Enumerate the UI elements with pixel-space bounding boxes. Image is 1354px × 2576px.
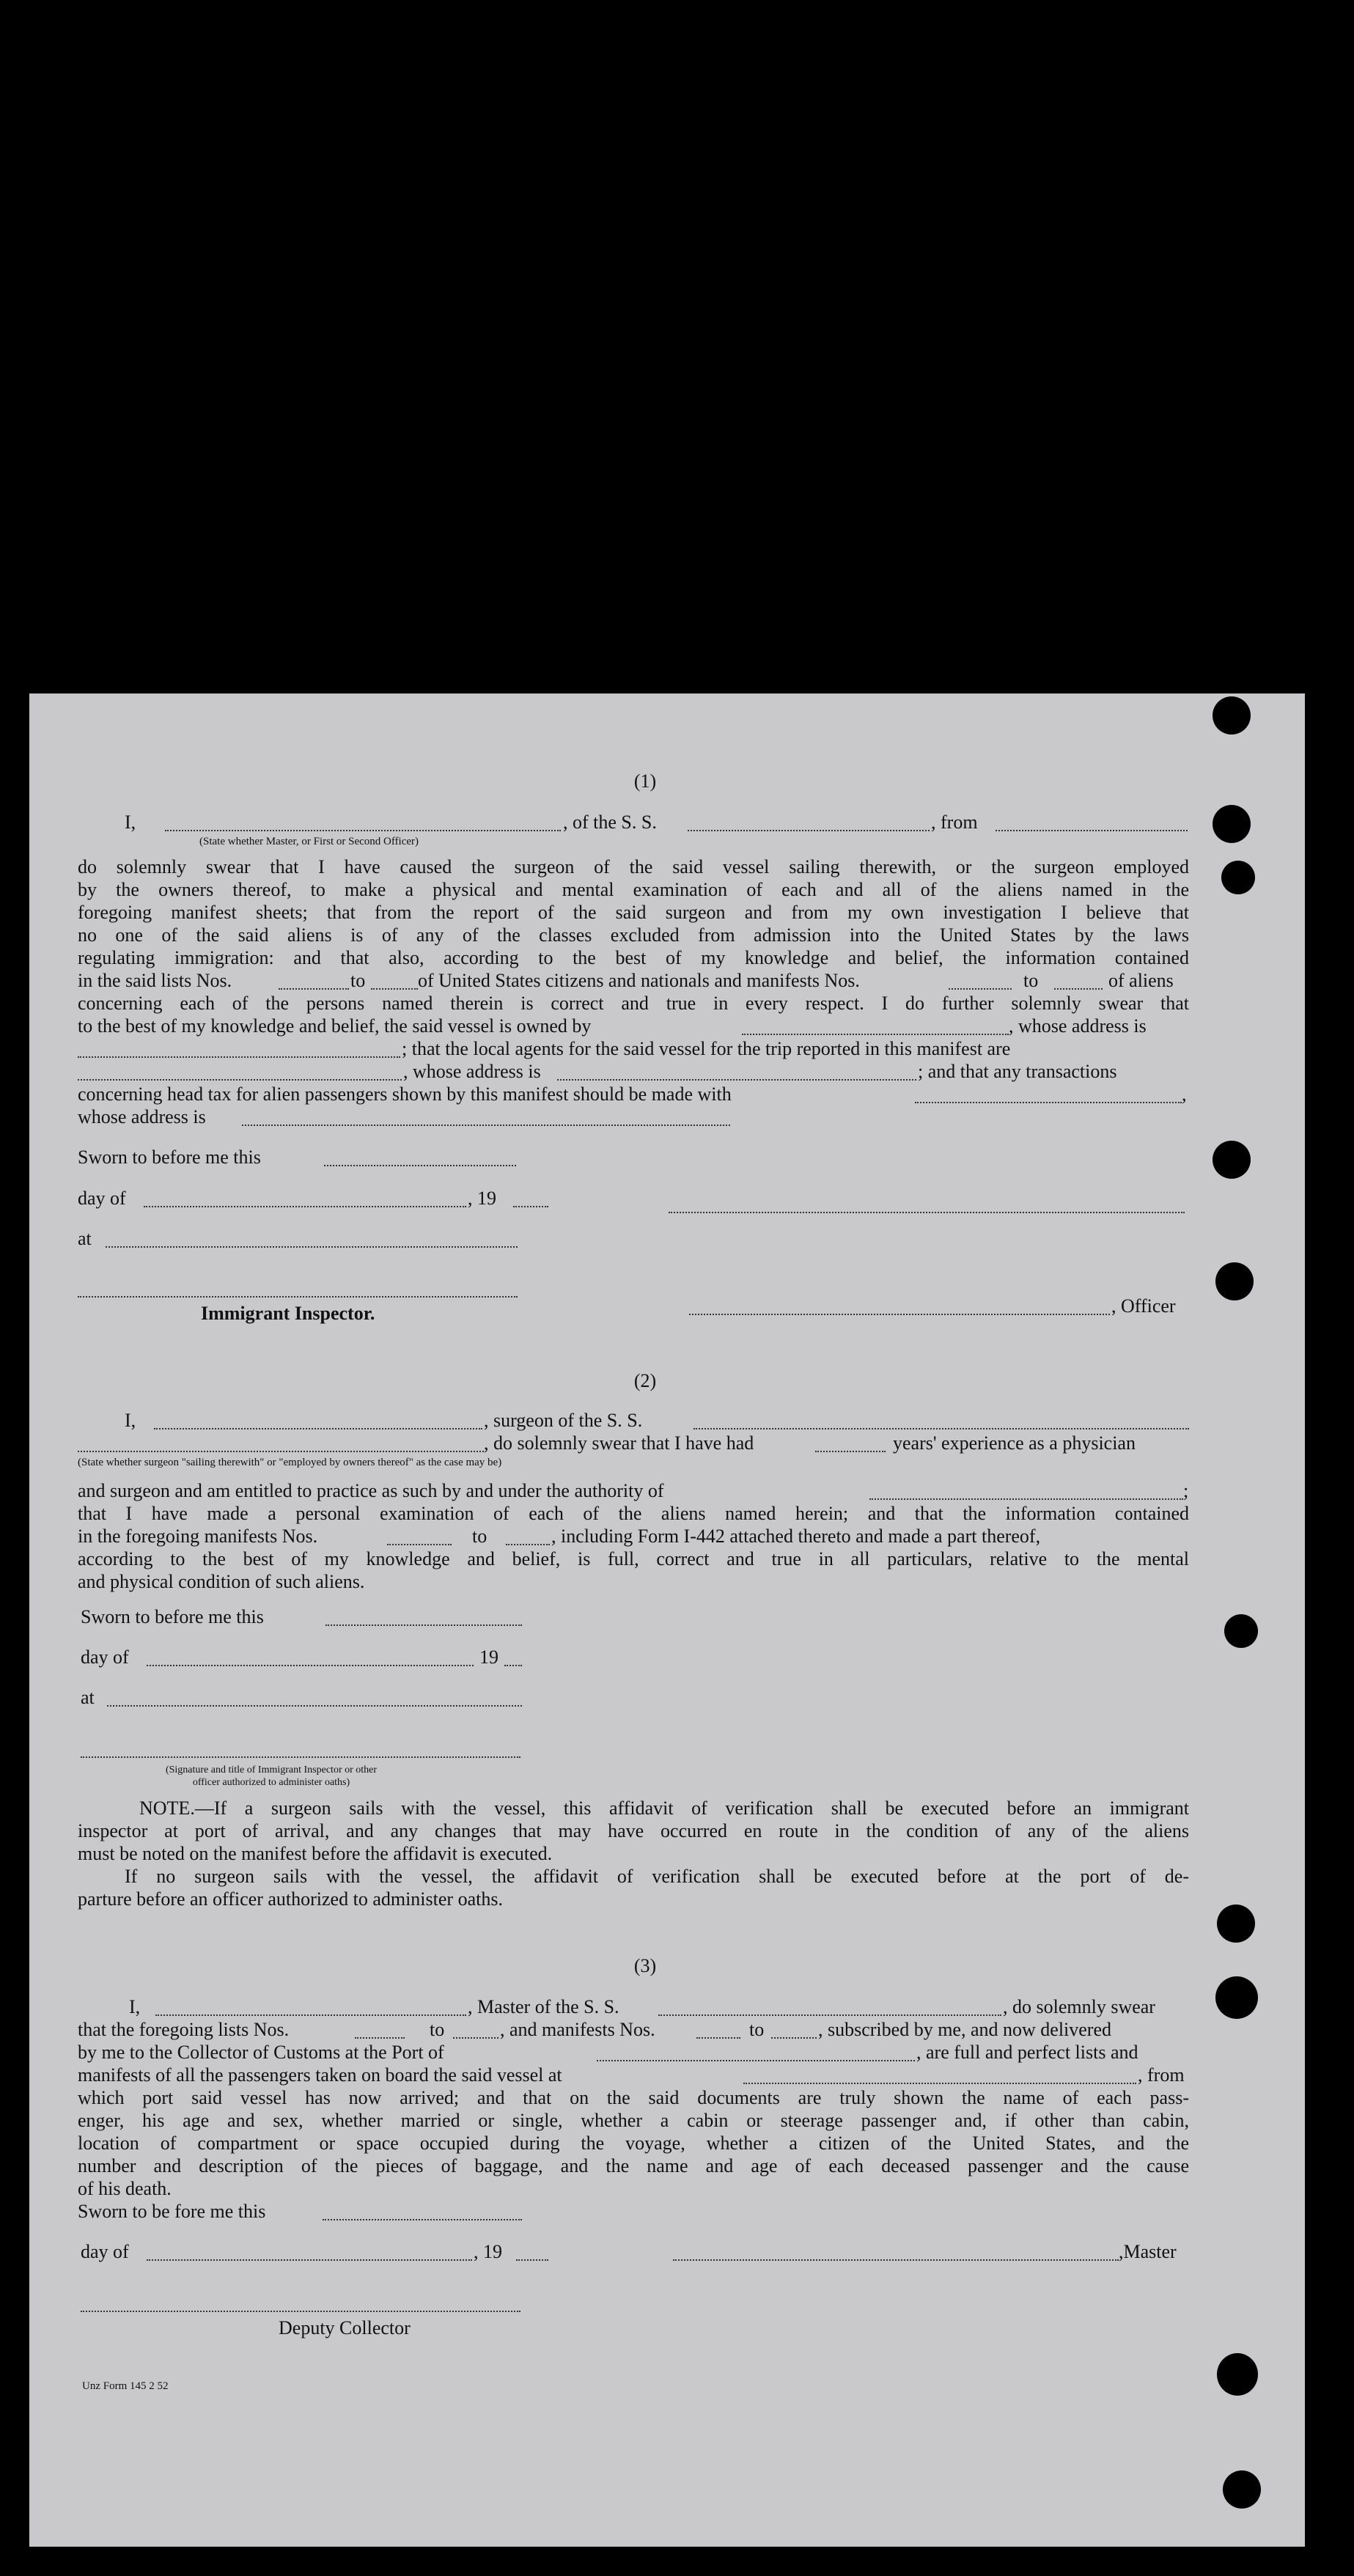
punch-hole	[1213, 805, 1251, 843]
s1-sworn: Sworn to before me this	[78, 1147, 261, 1168]
s1-whose-b: ; and that any transactions	[918, 1061, 1117, 1082]
s1-from-port-field[interactable]	[996, 830, 1188, 831]
s3-year: , 19	[474, 2241, 502, 2262]
s3-line3-a: by me to the Collector of Customs at the Port of	[78, 2042, 444, 2063]
s1-agents: ; that the local agents for the said vessel for the trip reported in this manifest are	[402, 1038, 1011, 1059]
punch-hole	[1223, 2470, 1261, 2509]
s1-lists-c: of United States citizens and nationals and manifests Nos.	[418, 970, 860, 991]
s2-surgeon: , surgeon of the S. S.	[484, 1410, 643, 1431]
s3-sworn-date-field[interactable]	[323, 2219, 522, 2220]
s3-manifests-from-field[interactable]	[696, 2037, 740, 2039]
s2-authority-a: and surgeon and am entitled to practice as such by and under the authority of	[78, 1480, 664, 1501]
s1-at-field[interactable]	[106, 1246, 518, 1248]
s1-officer-field[interactable]	[689, 1314, 1110, 1315]
s1-manifests-to-field[interactable]	[1054, 988, 1103, 990]
s1-i: I,	[125, 812, 136, 833]
s2-sig-hint-2: officer authorized to administer oaths)	[192, 1777, 350, 1788]
s2-authority-b: ;	[1183, 1480, 1189, 1501]
s1-owner-field[interactable]	[742, 1034, 1009, 1035]
s1-lists-from-field[interactable]	[279, 988, 349, 990]
s2-manifests-a: in the foregoing manifests Nos.	[78, 1526, 318, 1547]
s1-sworn-date-field[interactable]	[324, 1165, 516, 1166]
s1-owner-address-field[interactable]	[78, 1056, 400, 1058]
s3-line4-a: manifests of all the passengers taken on board the said vessel at	[78, 2064, 562, 2086]
s3-master: , Master of the S. S.	[468, 1996, 619, 2017]
s1-manifests-from-field[interactable]	[949, 988, 1012, 990]
s1-head-tax-comma: ,	[1182, 1083, 1187, 1105]
s1-lists-a: in the said lists Nos.	[78, 970, 232, 991]
s1-whose-address: whose address is	[78, 1106, 206, 1127]
section-1-number: (1)	[633, 770, 657, 792]
s2-line2-a: , do solemnly swear that I have had	[484, 1432, 754, 1454]
s3-master-name-field[interactable]	[155, 2014, 466, 2016]
s2-surgeon-type-field[interactable]	[78, 1451, 484, 1452]
s1-owned-b: , whose address is	[1009, 1015, 1147, 1037]
s2-day-of: day of	[81, 1646, 129, 1668]
s1-agents-address-field[interactable]	[557, 1079, 916, 1081]
s1-head-tax-field[interactable]	[915, 1102, 1182, 1103]
s3-line3-b: , are full and perfect lists and	[916, 2042, 1138, 2063]
s1-state-hint: (State whether Master, or First or Second Officer)	[199, 836, 419, 847]
s3-boarding-port-field[interactable]	[743, 2083, 1136, 2084]
punch-hole	[1215, 1262, 1254, 1300]
s2-authority-field[interactable]	[869, 1498, 1183, 1500]
s3-paragraph: which port said vessel has now arrived; and that on the said documents are truly shown the name of each pass- enger, his age and sex, whether married or single, whether a cabin or steerage passenger and, if other than cabin, location of compartment or space occupied during the voyage, whether a citizen of the United States, and the number and description of the pieces of baggage, and the name and age of each deceased passenger and the cause of his death.	[78, 2087, 1189, 2199]
s1-lists-to-field[interactable]	[371, 988, 418, 990]
s2-year-field[interactable]	[504, 1665, 522, 1666]
s1-lists-e: of aliens	[1108, 970, 1174, 991]
s1-officer: , Officer	[1111, 1295, 1176, 1317]
s1-at: at	[78, 1228, 92, 1249]
s3-lists-to-field[interactable]	[453, 2037, 498, 2039]
s2-sworn: Sworn to before me this	[81, 1606, 264, 1627]
s1-owned-a: to the best of my knowledge and belief, the said vessel is owned by	[78, 1015, 592, 1037]
s2-sig-hint-1: (Signature and title of Immigrant Inspector or other	[165, 1764, 378, 1775]
s2-sworn-date-field[interactable]	[325, 1624, 522, 1626]
s2-line2-b: years' experience as a physician	[893, 1432, 1136, 1454]
s3-line2-d: to	[749, 2019, 765, 2040]
s3-line2-a: that the foregoing lists Nos.	[78, 2019, 290, 2040]
s3-deputy-signature-field[interactable]	[81, 2311, 520, 2312]
s2-years-field[interactable]	[815, 1451, 886, 1452]
form-number: Unz Form 145 2 52	[82, 2380, 169, 2392]
s1-month-field[interactable]	[144, 1206, 466, 1207]
s1-year-field[interactable]	[513, 1206, 548, 1207]
s1-inspector-signature-field[interactable]	[78, 1296, 518, 1298]
s1-day-of: day of	[78, 1188, 126, 1209]
s3-vessel-name-field[interactable]	[658, 2014, 1001, 2016]
punch-hole	[1217, 2353, 1258, 2396]
s1-head-tax: concerning head tax for alien passengers shown by this manifest should be made with	[78, 1083, 732, 1105]
s1-signature-field[interactable]	[669, 1212, 1185, 1213]
manifest-affidavit-page	[29, 693, 1305, 2547]
s2-year: 19	[479, 1646, 498, 1668]
s3-deputy: Deputy Collector	[279, 2317, 411, 2338]
punch-hole	[1217, 1905, 1255, 1943]
s1-head-tax-address-field[interactable]	[242, 1125, 730, 1126]
s3-master-label: ,Master	[1119, 2241, 1177, 2262]
s3-lists-from-field[interactable]	[355, 2037, 405, 2039]
punch-hole	[1221, 861, 1255, 894]
note-paragraph-1: NOTE.—If a surgeon sails with the vessel, this affidavit of verification shall be executed before an immigrant inspector at port of arrival, and any changes that may have occurred en route in the condition of any of the aliens must be noted on the manifest before the affidavit is executed.	[78, 1797, 1189, 1864]
note-paragraph-2: If no surgeon sails with the vessel, the affidavit of verification shall be executed before at the port of de- parture before an officer authorized to administer oaths.	[78, 1866, 1189, 1910]
s2-manifests-b: to	[472, 1526, 487, 1547]
s3-day-of: day of	[81, 2241, 129, 2262]
s1-from: , from	[931, 812, 978, 833]
s1-vessel-name-field[interactable]	[688, 830, 930, 831]
s2-state-hint: (State whether surgeon "sailing therewith" or "employed by owners thereof" as the case may be)	[78, 1457, 502, 1468]
s2-surgeon-name-field[interactable]	[154, 1428, 482, 1429]
section-2-number: (2)	[633, 1370, 657, 1391]
punch-hole	[1213, 1141, 1251, 1179]
s2-month-field[interactable]	[147, 1665, 474, 1666]
s1-agents-field[interactable]	[78, 1079, 402, 1081]
s1-year: , 19	[468, 1188, 496, 1209]
s3-line2-b: to	[430, 2019, 445, 2040]
s1-of-ss: , of the S. S.	[563, 812, 657, 833]
s1-lists-d: to	[1023, 970, 1039, 991]
s1-officer-name-field[interactable]	[165, 830, 561, 831]
s1-inspector: Immigrant Inspector.	[201, 1303, 375, 1324]
punch-hole	[1224, 1614, 1258, 1648]
s2-at-field[interactable]	[107, 1705, 522, 1707]
s3-manifests-to-field[interactable]	[771, 2037, 817, 2039]
s2-vessel-name-field[interactable]	[693, 1428, 1189, 1429]
s1-paragraph: do solemnly swear that I have caused the surgeon of the said vessel sailing therewith, or the surgeon employed by the owners thereof, to make a physical and mental examination of each and all of the aliens named in the foregoing manifest sheets; that from the report of the said surgeon and from my own investigation I believe that no one of the said aliens is of any of the classes excluded from admission into the United States by the laws regulating immigration: and that also, according to the best of my knowledge and belief, the information contained	[78, 856, 1189, 968]
section-3-number: (3)	[633, 1955, 657, 1976]
s2-manifests-from-field[interactable]	[387, 1544, 452, 1545]
s3-line2-c: , and manifests Nos.	[500, 2019, 655, 2040]
s1-concerning-line: concerning each of the persons named therein is correct and true in every respect. I do further solemnly swear that	[78, 993, 1189, 1014]
s3-month-field[interactable]	[147, 2259, 472, 2261]
s2-i: I,	[125, 1410, 136, 1431]
s3-year-field[interactable]	[516, 2259, 548, 2261]
s3-master-signature-field[interactable]	[673, 2259, 1119, 2261]
s2-manifests-to-field[interactable]	[506, 1544, 550, 1545]
s3-swear: , do solemnly swear	[1003, 1996, 1155, 2017]
s1-lists-b: to	[350, 970, 366, 991]
punch-hole	[1215, 1976, 1258, 2019]
s2-at: at	[81, 1687, 95, 1708]
s3-port-field[interactable]	[597, 2060, 915, 2061]
s3-sworn: Sworn to be fore me this	[78, 2201, 266, 2222]
s3-line2-e: , subscribed by me, and now delivered	[818, 2019, 1112, 2040]
s3-line4-b: , from	[1138, 2064, 1185, 2086]
s2-paragraph-rest: according to the best of my knowledge and belief, is full, correct and true in all particulars, relative to the mental and physical condition of such aliens.	[78, 1548, 1189, 1592]
s2-manifests-c: , including Form I-442 attached thereto and made a part thereof,	[551, 1526, 1041, 1547]
punch-hole	[1213, 696, 1251, 735]
s2-paragraph-line2: that I have made a personal examination of each of the aliens named herein; and that the information contained	[78, 1503, 1189, 1524]
s3-i: I,	[129, 1996, 141, 2017]
s2-signature-field[interactable]	[81, 1756, 520, 1758]
s1-whose-a: , whose address is	[403, 1061, 541, 1082]
